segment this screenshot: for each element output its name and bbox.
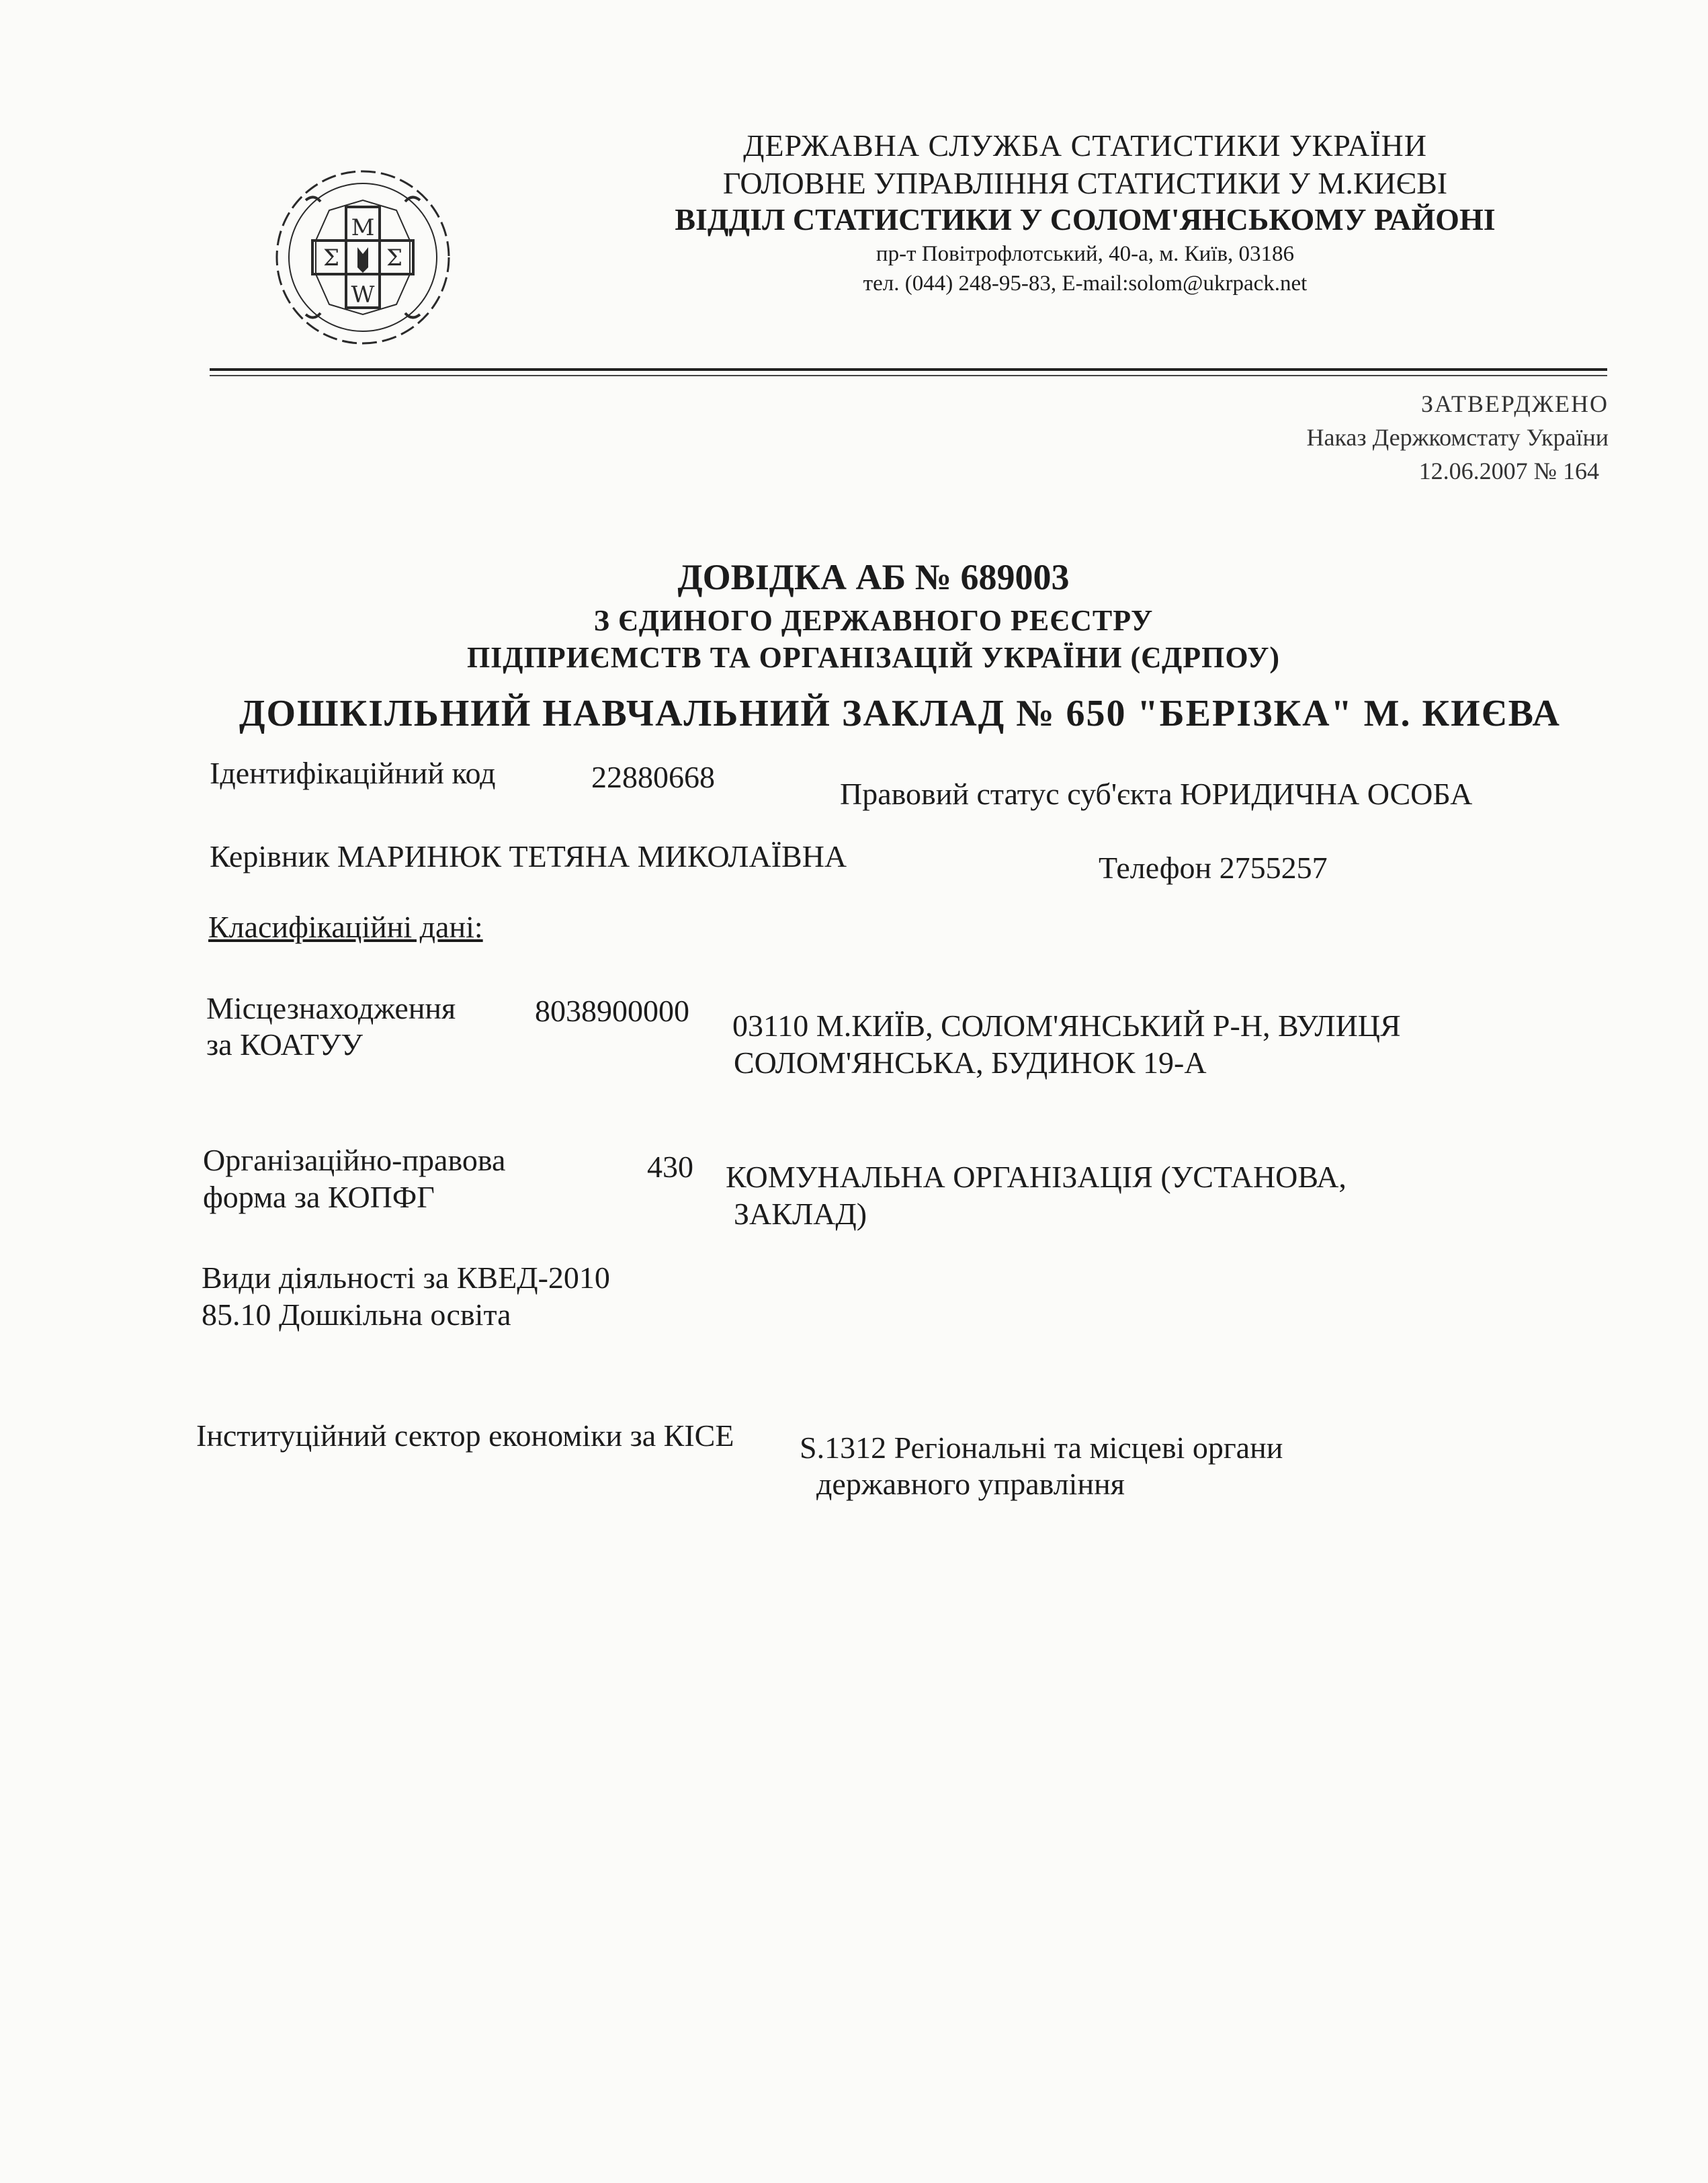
statistics-emblem-icon — [265, 160, 460, 355]
certificate-title: ДОВІДКА АБ № 689003 — [677, 557, 1070, 597]
org-form-label-1: Організаційно-правова — [203, 1143, 506, 1177]
svg-text:M: M — [351, 214, 375, 241]
agency-name: ДЕРЖАВНА СЛУЖБА СТАТИСТИКИ УКРАЇНИ — [743, 128, 1427, 163]
header-divider — [210, 368, 1607, 371]
agency-contacts: тел. (044) 248-95-83, E-mail:solom@ukrpack.net — [863, 271, 1308, 296]
svg-text:Ʃ: Ʃ — [386, 245, 403, 271]
department-name: ГОЛОВНЕ УПРАВЛІННЯ СТАТИСТИКИ У М.КИЄВІ — [722, 166, 1448, 200]
approval-order: Наказ Держкомстату України — [1306, 424, 1609, 451]
classification-heading: Класифікаційні дані: — [208, 910, 483, 944]
org-form-value-1: КОМУНАЛЬНА ОРГАНІЗАЦІЯ (УСТАНОВА, — [726, 1160, 1347, 1194]
id-code-label: Ідентифікаційний код — [210, 756, 496, 790]
org-form-label-2: форма за КОПФГ — [203, 1180, 435, 1214]
org-form-code: 430 — [647, 1150, 693, 1184]
approval-date: 12.06.2007 № 164 — [1418, 458, 1599, 484]
approval-status: ЗАТВЕРДЖЕНО — [1421, 390, 1609, 417]
activity-label: Види діяльності за КВЕД-2010 — [202, 1260, 610, 1295]
division-name: ВІДДІЛ СТАТИСТИКИ У СОЛОМ'ЯНСЬКОМУ РАЙОНІ — [675, 202, 1496, 237]
location-code: 8038900000 — [535, 994, 689, 1028]
location-label-2: за КОАТУУ — [206, 1027, 363, 1062]
sector-label: Інституційний сектор економіки за КІСЕ — [196, 1418, 734, 1453]
legal-status: Правовий статус суб'єкта ЮРИДИЧНА ОСОБА — [840, 777, 1473, 811]
agency-address: пр-т Повітрофлотський, 40-а, м. Київ, 03186 — [876, 242, 1295, 266]
header-divider-thin — [210, 375, 1607, 376]
svg-text:Σ: Σ — [323, 245, 340, 271]
location-value-1: 03110 М.КИЇВ, СОЛОМ'ЯНСЬКИЙ Р-Н, ВУЛИЦЯ — [732, 1009, 1401, 1043]
sector-value-2: державного управління — [816, 1467, 1125, 1501]
org-form-value-2: ЗАКЛАД) — [734, 1197, 867, 1231]
svg-text:W: W — [351, 282, 375, 308]
location-label-1: Місцезнаходження — [206, 991, 456, 1025]
entity-name: ДОШКІЛЬНИЙ НАВЧАЛЬНИЙ ЗАКЛАД № 650 "БЕРІЗКА" М. КИЄВА — [239, 693, 1561, 734]
id-code-value: 22880668 — [591, 760, 715, 794]
head-name: Керівник МАРИНЮК ТЕТЯНА МИКОЛАЇВНА — [210, 839, 847, 873]
sector-value-1: S.1312 Регіональні та місцеві органи — [800, 1430, 1283, 1465]
certificate-subtitle-2: ПІДПРИЄМСТВ ТА ОРГАНІЗАЦІЙ УКРАЇНИ (ЄДРПОУ) — [466, 641, 1281, 674]
activity-value: 85.10 Дошкільна освіта — [202, 1297, 511, 1332]
phone: Телефон 2755257 — [1099, 851, 1328, 885]
certificate-subtitle-1: З ЄДИНОГО ДЕРЖАВНОГО РЕЄСТРУ — [593, 604, 1154, 637]
location-value-2: СОЛОМ'ЯНСЬКА, БУДИНОК 19-А — [734, 1045, 1207, 1080]
